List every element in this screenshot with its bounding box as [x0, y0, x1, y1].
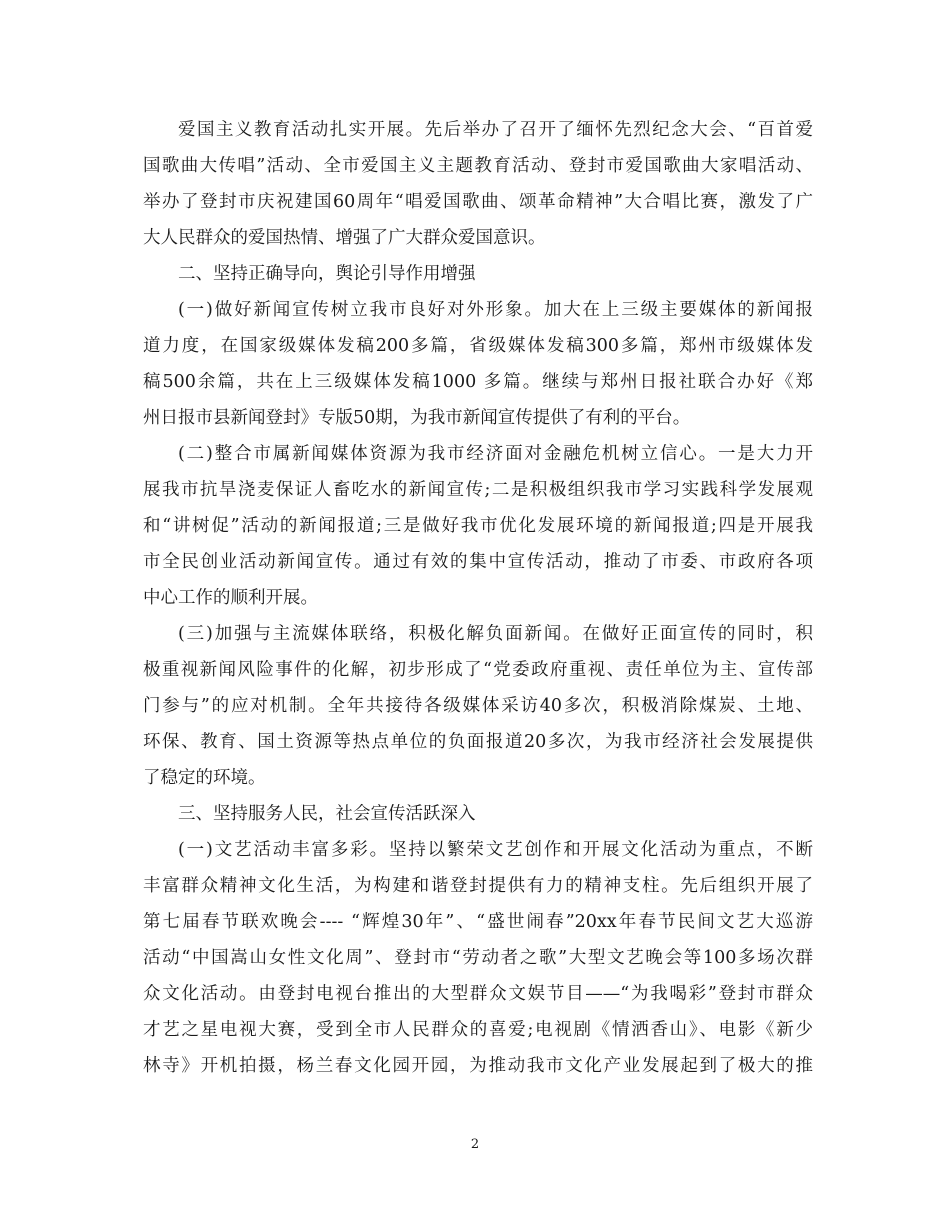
- text-line: 丰富群众精神文化生活，为构建和谐登封提供有力的精神支柱。先后组织开展了: [143, 876, 813, 896]
- text-line: 爱国主义教育活动扎实开展。先后举办了召开了缅怀先烈纪念大会、“百首爱: [178, 120, 813, 140]
- text-line: 和“讲树促”活动的新闻报道;三是做好我市优化发展环境的新闻报道;四是开展我: [143, 516, 813, 536]
- text-line: 极重视新闻风险事件的化解，初步形成了“党委政府重视、责任单位为主、宣传部: [143, 660, 813, 680]
- text-line: (三)加强与主流媒体联络，积极化解负面新闻。在做好正面宣传的同时，积: [178, 624, 813, 644]
- text-line: 三、坚持服务人民，社会宣传活跃深入: [178, 804, 476, 824]
- text-line: 活动“中国嵩山女性文化周”、登封市“劳动者之歌”大型文艺晚会等100多场次群: [143, 948, 813, 968]
- text-line: 了稳定的环境。: [143, 768, 266, 788]
- text-line: 众文化活动。由登封电视台推出的大型群众文娱节目——“为我喝彩”登封市群众: [143, 984, 813, 1004]
- text-line: 展我市抗旱浇麦保证人畜吃水的新闻宣传;二是积极组织我市学习实践科学发展观: [143, 480, 813, 500]
- text-line: 市全民创业活动新闻宣传。通过有效的集中宣传活动，推动了市委、市政府各项: [143, 552, 813, 572]
- document-body: [143, 112, 813, 1084]
- text-line: 州日报市县新闻登封》专版50期，为我市新闻宣传提供了有利的平台。: [143, 408, 691, 428]
- text-line: (二)整合市属新闻媒体资源为我市经济面对金融危机树立信心。一是大力开: [178, 444, 813, 464]
- text-line: 第七届春节联欢晚会---- “辉煌30年”、“盛世闹春”20xx年春节民间文艺大巡游: [143, 912, 813, 932]
- text-line: 门参与”的应对机制。全年共接待各级媒体采访40多次，积极消除煤炭、土地、: [143, 696, 813, 716]
- text-line: (一)做好新闻宣传树立我市良好对外形象。加大在上三级主要媒体的新闻报: [178, 300, 813, 320]
- text-line: 国歌曲大传唱”活动、全市爱国主义主题教育活动、登封市爱国歌曲大家唱活动、: [143, 156, 813, 176]
- text-line: 道力度，在国家级媒体发稿200多篇，省级媒体发稿300多篇，郑州市级媒体发: [143, 336, 813, 356]
- text-line: 林寺》开机拍摄，杨兰春文化园开园，为推动我市文化产业发展起到了极大的推: [143, 1056, 813, 1076]
- page-number: 2: [470, 1137, 480, 1152]
- text-line: 举办了登封市庆祝建国60周年“唱爱国歌曲、颂革命精神”大合唱比赛，激发了广: [143, 192, 813, 212]
- text-line: (一)文艺活动丰富多彩。坚持以繁荣文艺创作和开展文化活动为重点，不断: [178, 840, 813, 860]
- text-line: 中心工作的顺利开展。: [143, 588, 318, 608]
- text-line: 二、坚持正确导向，舆论引导作用增强: [178, 264, 476, 284]
- text-line: 环保、教育、国土资源等热点单位的负面报道20多次，为我市经济社会发展提供: [143, 732, 813, 752]
- text-line: 才艺之星电视大赛，受到全市人民群众的喜爱;电视剧《情洒香山》、电影《新少: [143, 1020, 813, 1040]
- text-line: 大人民群众的爱国热情、增强了广大群众爱国意识。: [143, 228, 546, 248]
- text-line: 稿500余篇，共在上三级媒体发稿1000 多篇。继续与郑州日报社联合办好《郑: [143, 372, 813, 392]
